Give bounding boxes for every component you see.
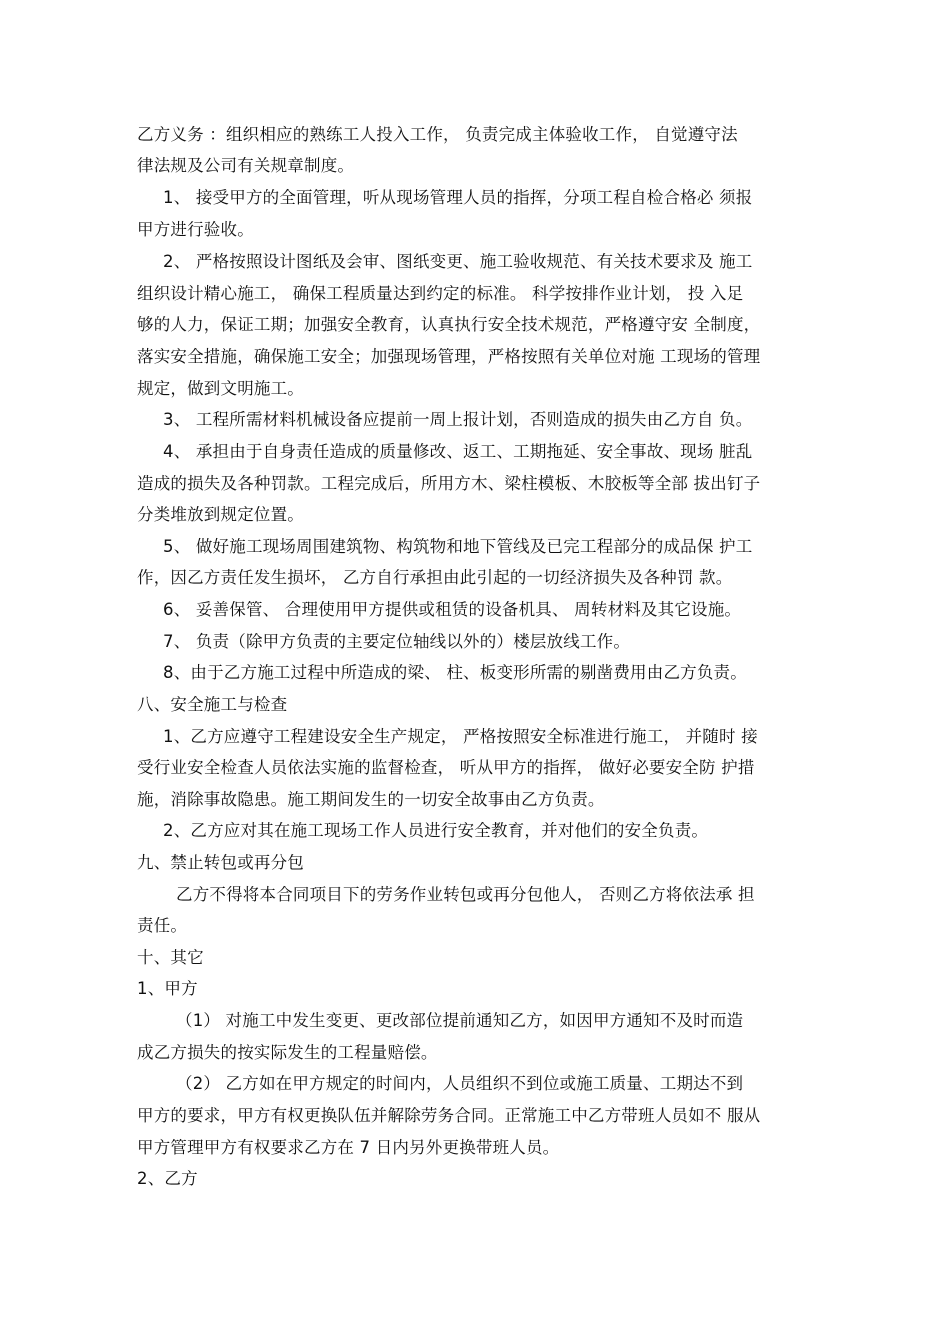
text-line: 1、乙方应遵守工程建设安全生产规定， 严格按照安全标准进行施工， 并随时 接 xyxy=(163,727,758,746)
text-line: 4、 承担由于自身责任造成的质量修改、返工、工期拖延、安全事故、现场 脏乱 xyxy=(163,442,753,461)
text-line: 甲方管理甲方有权要求乙方在 7 日内另外更换带班人员。 xyxy=(137,1138,560,1157)
text-line: 责任。 xyxy=(137,916,188,935)
text-line: 8、由于乙方施工过程中所造成的梁、 柱、板变形所需的剔凿费用由乙方负责。 xyxy=(163,663,747,682)
text-line: 7、 负责（除甲方负责的主要定位轴线以外的）楼层放线工作。 xyxy=(163,632,631,651)
text-line: 组织设计精心施工， 确保工程质量达到约定的标准。 科学按排作业计划， 投 入足 xyxy=(137,284,744,303)
text-line: 2、 严格按照设计图纸及会审、图纸变更、施工验收规范、有关技术要求及 施工 xyxy=(163,252,753,271)
text-line: 落实安全措施，确保施工安全；加强现场管理，严格按照有关单位对施 工现场的管理 xyxy=(137,347,761,366)
text-line: 分类堆放到规定位置。 xyxy=(137,505,304,524)
text-line: 2、乙方应对其在施工现场工作人员进行安全教育，并对他们的安全负责。 xyxy=(163,821,709,840)
text-line: 5、 做好施工现场周围建筑物、构筑物和地下管线及已完工程部分的成品保 护工 xyxy=(163,537,753,556)
text-line: 施，消除事故隐患。施工期间发生的一切安全故事由乙方负责。 xyxy=(137,790,605,809)
text-line: 甲方进行验收。 xyxy=(137,220,254,239)
section-heading: 十、其它 xyxy=(137,948,204,967)
section-heading: 九、禁止转包或再分包 xyxy=(137,853,304,872)
text-line: 1、 接受甲方的全面管理，听从现场管理人员的指挥，分项工程自检合格必 须报 xyxy=(163,188,753,207)
text-line: 乙方义务 ：组织相应的熟练工人投入工作， 负责完成主体验收工作， 自觉遵守法 xyxy=(137,125,738,144)
section-heading: 八、安全施工与检查 xyxy=(137,695,288,714)
text-line: （1） 对施工中发生变更、更改部位提前通知乙方，如因甲方通知不及时而造 xyxy=(176,1011,744,1030)
text-line: 够的人力，保证工期；加强安全教育，认真执行安全技术规范，严格遵守安 全制度， xyxy=(137,315,761,334)
text-line: 律法规及公司有关规章制度。 xyxy=(137,156,355,175)
text-line: 3、 工程所需材料机械设备应提前一周上报计划，否则造成的损失由乙方自 负。 xyxy=(163,410,753,429)
subsection-heading: 1、甲方 xyxy=(137,979,198,998)
text-line: 规定，做到文明施工。 xyxy=(137,379,304,398)
text-line: （2） 乙方如在甲方规定的时间内，人员组织不到位或施工质量、工期达不到 xyxy=(176,1074,744,1093)
text-line: 造成的损失及各种罚款。工程完成后，所用方木、梁柱模板、木胶板等全部 拔出钉子 xyxy=(137,474,761,493)
subsection-heading: 2、乙方 xyxy=(137,1169,198,1188)
text-line: 6、 妥善保管、 合理使用甲方提供或租赁的设备机具、 周转材料及其它设施。 xyxy=(163,600,742,619)
text-line: 成乙方损失的按实际发生的工程量赔偿。 xyxy=(137,1043,438,1062)
text-line: 乙方不得将本合同项目下的劳务作业转包或再分包他人， 否则乙方将依法承 担 xyxy=(176,885,755,904)
text-line: 受行业安全检查人员依法实施的监督检查， 听从甲方的指挥， 做好必要安全防 护措 xyxy=(137,758,755,777)
text-line: 甲方的要求，甲方有权更换队伍并解除劳务合同。正常施工中乙方带班人员如不 服从 xyxy=(137,1106,761,1125)
text-line: 作，因乙方责任发生损坏， 乙方自行承担由此引起的一切经济损失及各种罚 款。 xyxy=(137,568,733,587)
